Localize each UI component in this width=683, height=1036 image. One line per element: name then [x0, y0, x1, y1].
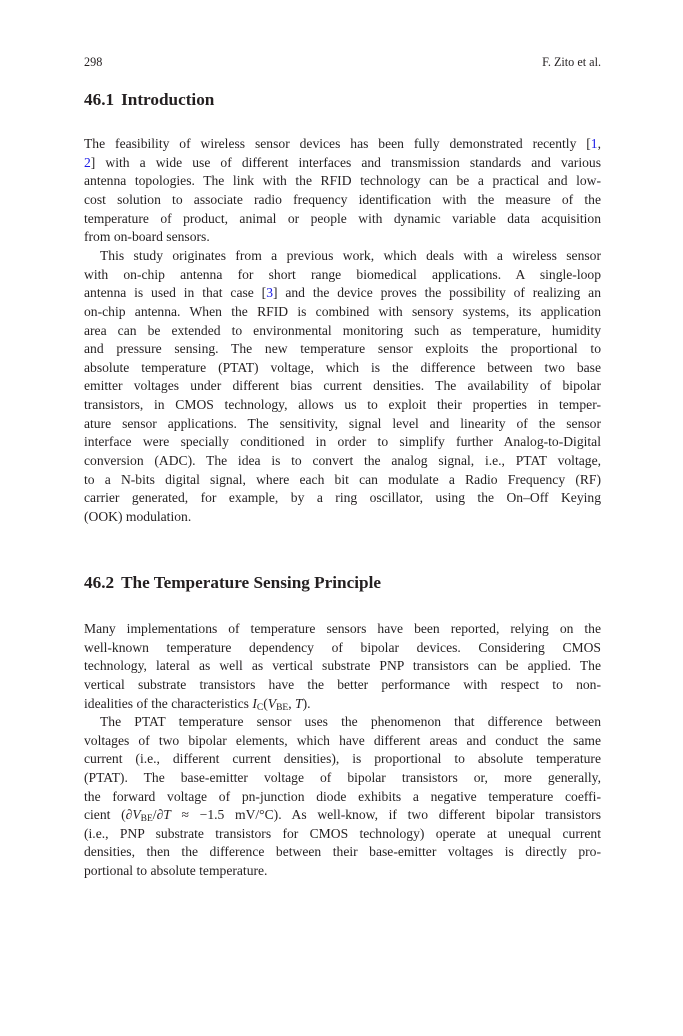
text-line: ature sensor applications. The sensitivity, signal level and linearity of the sensor: [84, 415, 601, 431]
text-line: (i.e., PNP substrate transistors for CMOS technology) operate at unequal current: [84, 825, 601, 841]
text-line: voltages of two bipolar elements, which have different areas and conduct the same: [84, 732, 601, 748]
text-line: to a N-bits digital signal, where each bit can modulate a Radio Frequency (RF): [84, 471, 601, 487]
text-line: temperature of product, animal or people with dynamic variable data acquisition: [84, 210, 601, 226]
section-number: 46.2: [84, 573, 115, 592]
paragraph-intro-2: [84, 247, 601, 527]
text-line: the forward voltage of pn-junction diode exhibits a negative temperature coeffi-: [84, 788, 601, 804]
text-line: Many implementations of temperature sensors have been reported, relying on the: [84, 621, 601, 636]
paragraph-sensing-2: [84, 713, 601, 881]
text-line: antenna topologies. The link with the RFID technology can be a practical and low-: [84, 173, 601, 189]
citation-link-1[interactable]: 1: [590, 136, 598, 151]
paragraph-intro-1: [84, 135, 601, 247]
text-line: This study originates from a previous work, which deals with a wireless sensor: [100, 248, 601, 263]
running-head: [84, 55, 601, 71]
section-title: The Temperature Sensing Principle: [121, 573, 381, 592]
text-line: well-known temperature dependency of bipolar devices. Considering CMOS: [84, 639, 601, 655]
text-line: vertical substrate transistors have the better performance with respect to non-: [84, 676, 601, 692]
text-line: (PTAT). The base-emitter voltage of bipolar transistors or, more generally,: [84, 769, 601, 785]
text-line: The feasibility of wireless sensor devices has been fully demonstrated recently [1,: [84, 136, 601, 151]
citation-link-2[interactable]: 2: [84, 154, 91, 170]
text-line: The PTAT temperature sensor uses the phenomenon that difference between: [100, 714, 601, 729]
section-heading-introduction: [84, 90, 214, 110]
text-line: 2] with a wide use of different interfaces and transmission standards and various: [84, 154, 601, 170]
text-line: emitter voltages under different bias current densities. The availability of bipolar: [84, 378, 601, 394]
text-line: antenna is used in that case [3] and the device proves the possibility of realizing an: [84, 285, 601, 301]
running-head-authors: F. Zito et al.: [542, 55, 601, 69]
text-line: cost solution to associate radio frequency identification with the measure of the: [84, 191, 601, 207]
text-line: with on-chip antenna for short range biomedical applications. A single-loop: [84, 266, 601, 282]
text-line: portional to absolute temperature.: [84, 863, 268, 879]
text-line-with-math: idealities of the characteristics $I_C(V_{BE}$, T).: [84, 695, 311, 713]
text-line: and pressure sensing. The new temperature sensor exploits the proportional to: [84, 341, 601, 357]
page-number: 298: [84, 55, 103, 69]
text-line: densities, then the difference between their base-emitter voltages is directly pro-: [84, 844, 601, 860]
section-title: Introduction: [121, 90, 215, 109]
text-line: technology, lateral as well as vertical substrate PNP transistors can be applied. The: [84, 658, 601, 674]
paragraph-sensing-1: [84, 620, 601, 713]
text-line: transistors, in CMOS technology, allows us to exploit their properties in temper-: [84, 397, 601, 413]
section-number: 46.1: [84, 90, 115, 109]
text-line: area can be extended to environmental monitoring such as temperature, humidity: [84, 322, 601, 338]
text-line: carrier generated, for example, by a ring oscillator, using the On–Off Keying: [84, 490, 601, 506]
text-line: conversion (ADC). The idea is to convert the analog signal, i.e., PTAT voltage,: [84, 453, 601, 469]
text-line: on-chip antenna. When the RFID is combined with sensory systems, its application: [84, 303, 601, 319]
text-line: absolute temperature (PTAT) voltage, which is the difference between two base: [84, 359, 601, 375]
section-heading-temperature-sensing: [84, 573, 381, 593]
text-line: from on-board sensors.: [84, 229, 210, 245]
citation-link-3[interactable]: 3: [266, 285, 273, 301]
text-line: (OOK) modulation.: [84, 508, 192, 524]
text-line: interface were specially conditioned in order to simplify further Analog-to-Digital: [84, 434, 601, 450]
text-line: current (i.e., different current densities), is proportional to absolute temperature: [84, 751, 601, 767]
text-line-with-math: cient ($\partial V_{BE}/\partial T \approx -1.5$ mV/°C). As well-know, if two different bipolar transistors: [84, 807, 601, 825]
